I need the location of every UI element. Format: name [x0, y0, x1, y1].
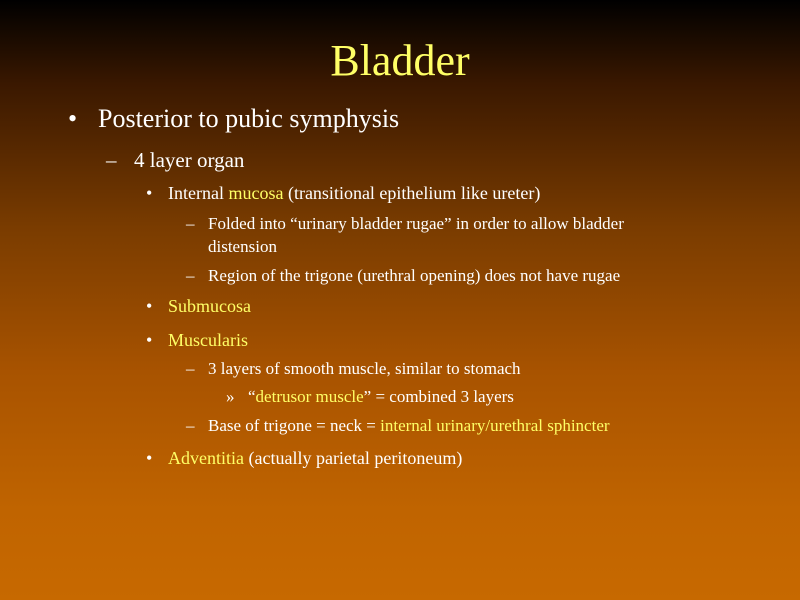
bullet-text: distension [208, 237, 277, 256]
bullet-internal-mucosa [168, 182, 540, 204]
highlight-term: Submucosa [168, 296, 251, 316]
bullet-folded-into-rugae [208, 213, 624, 235]
bullet-folded-into-rugae-continued [208, 236, 277, 258]
highlight-term: Adventitia [168, 448, 244, 468]
bullet-posterior-to-pubic-symphysis [98, 104, 399, 134]
bullet-text-post: (transitional epithelium like ureter) [283, 183, 541, 203]
bullet-text: Folded into “urinary bladder rugae” in order to allow bladder [208, 214, 624, 233]
bullet-muscularis [168, 329, 248, 351]
bullet-text-pre: “ [248, 387, 256, 406]
dash-marker: – [186, 214, 195, 233]
dash-marker: – [106, 148, 117, 172]
slide-title: Bladder [330, 36, 470, 85]
dash-marker: – [186, 266, 195, 285]
bullet-text-pre: Internal [168, 183, 229, 203]
bullet-marker: • [68, 104, 78, 133]
bullet-text-post: (actually parietal peritoneum) [243, 448, 463, 468]
highlight-term: internal urinary/urethral sphincter [380, 416, 610, 435]
bullet-marker: • [146, 448, 153, 468]
bullet-text: 4 layer organ [134, 148, 245, 172]
dash-marker: – [186, 359, 195, 378]
bullet-marker: • [146, 183, 153, 203]
bullet-3-layers-smooth-muscle [208, 358, 521, 380]
bullet-text: Posterior to pubic symphysis [98, 104, 400, 133]
bullet-text: Region of the trigone (urethral opening) does not have rugae [208, 266, 621, 285]
bullet-4-layer-organ [134, 147, 244, 173]
bullet-marker: • [146, 330, 153, 350]
bullet-region-of-trigone [208, 265, 620, 287]
highlight-term: Muscularis [168, 330, 248, 350]
bullet-text-pre: Base of trigone = neck = [208, 416, 381, 435]
bullet-base-of-trigone [208, 415, 610, 437]
dash-marker: – [186, 416, 195, 435]
bullet-submucosa [168, 295, 251, 317]
chevron-marker: » [226, 387, 235, 406]
bullet-text-post: ” = combined 3 layers [363, 387, 514, 406]
bullet-adventitia [168, 447, 462, 469]
highlight-term: mucosa [228, 183, 284, 203]
bullet-text: 3 layers of smooth muscle, similar to stomach [208, 359, 521, 378]
bullet-detrusor-muscle [248, 386, 514, 408]
bullet-marker: • [146, 296, 153, 316]
highlight-term: detrusor muscle [255, 387, 364, 406]
